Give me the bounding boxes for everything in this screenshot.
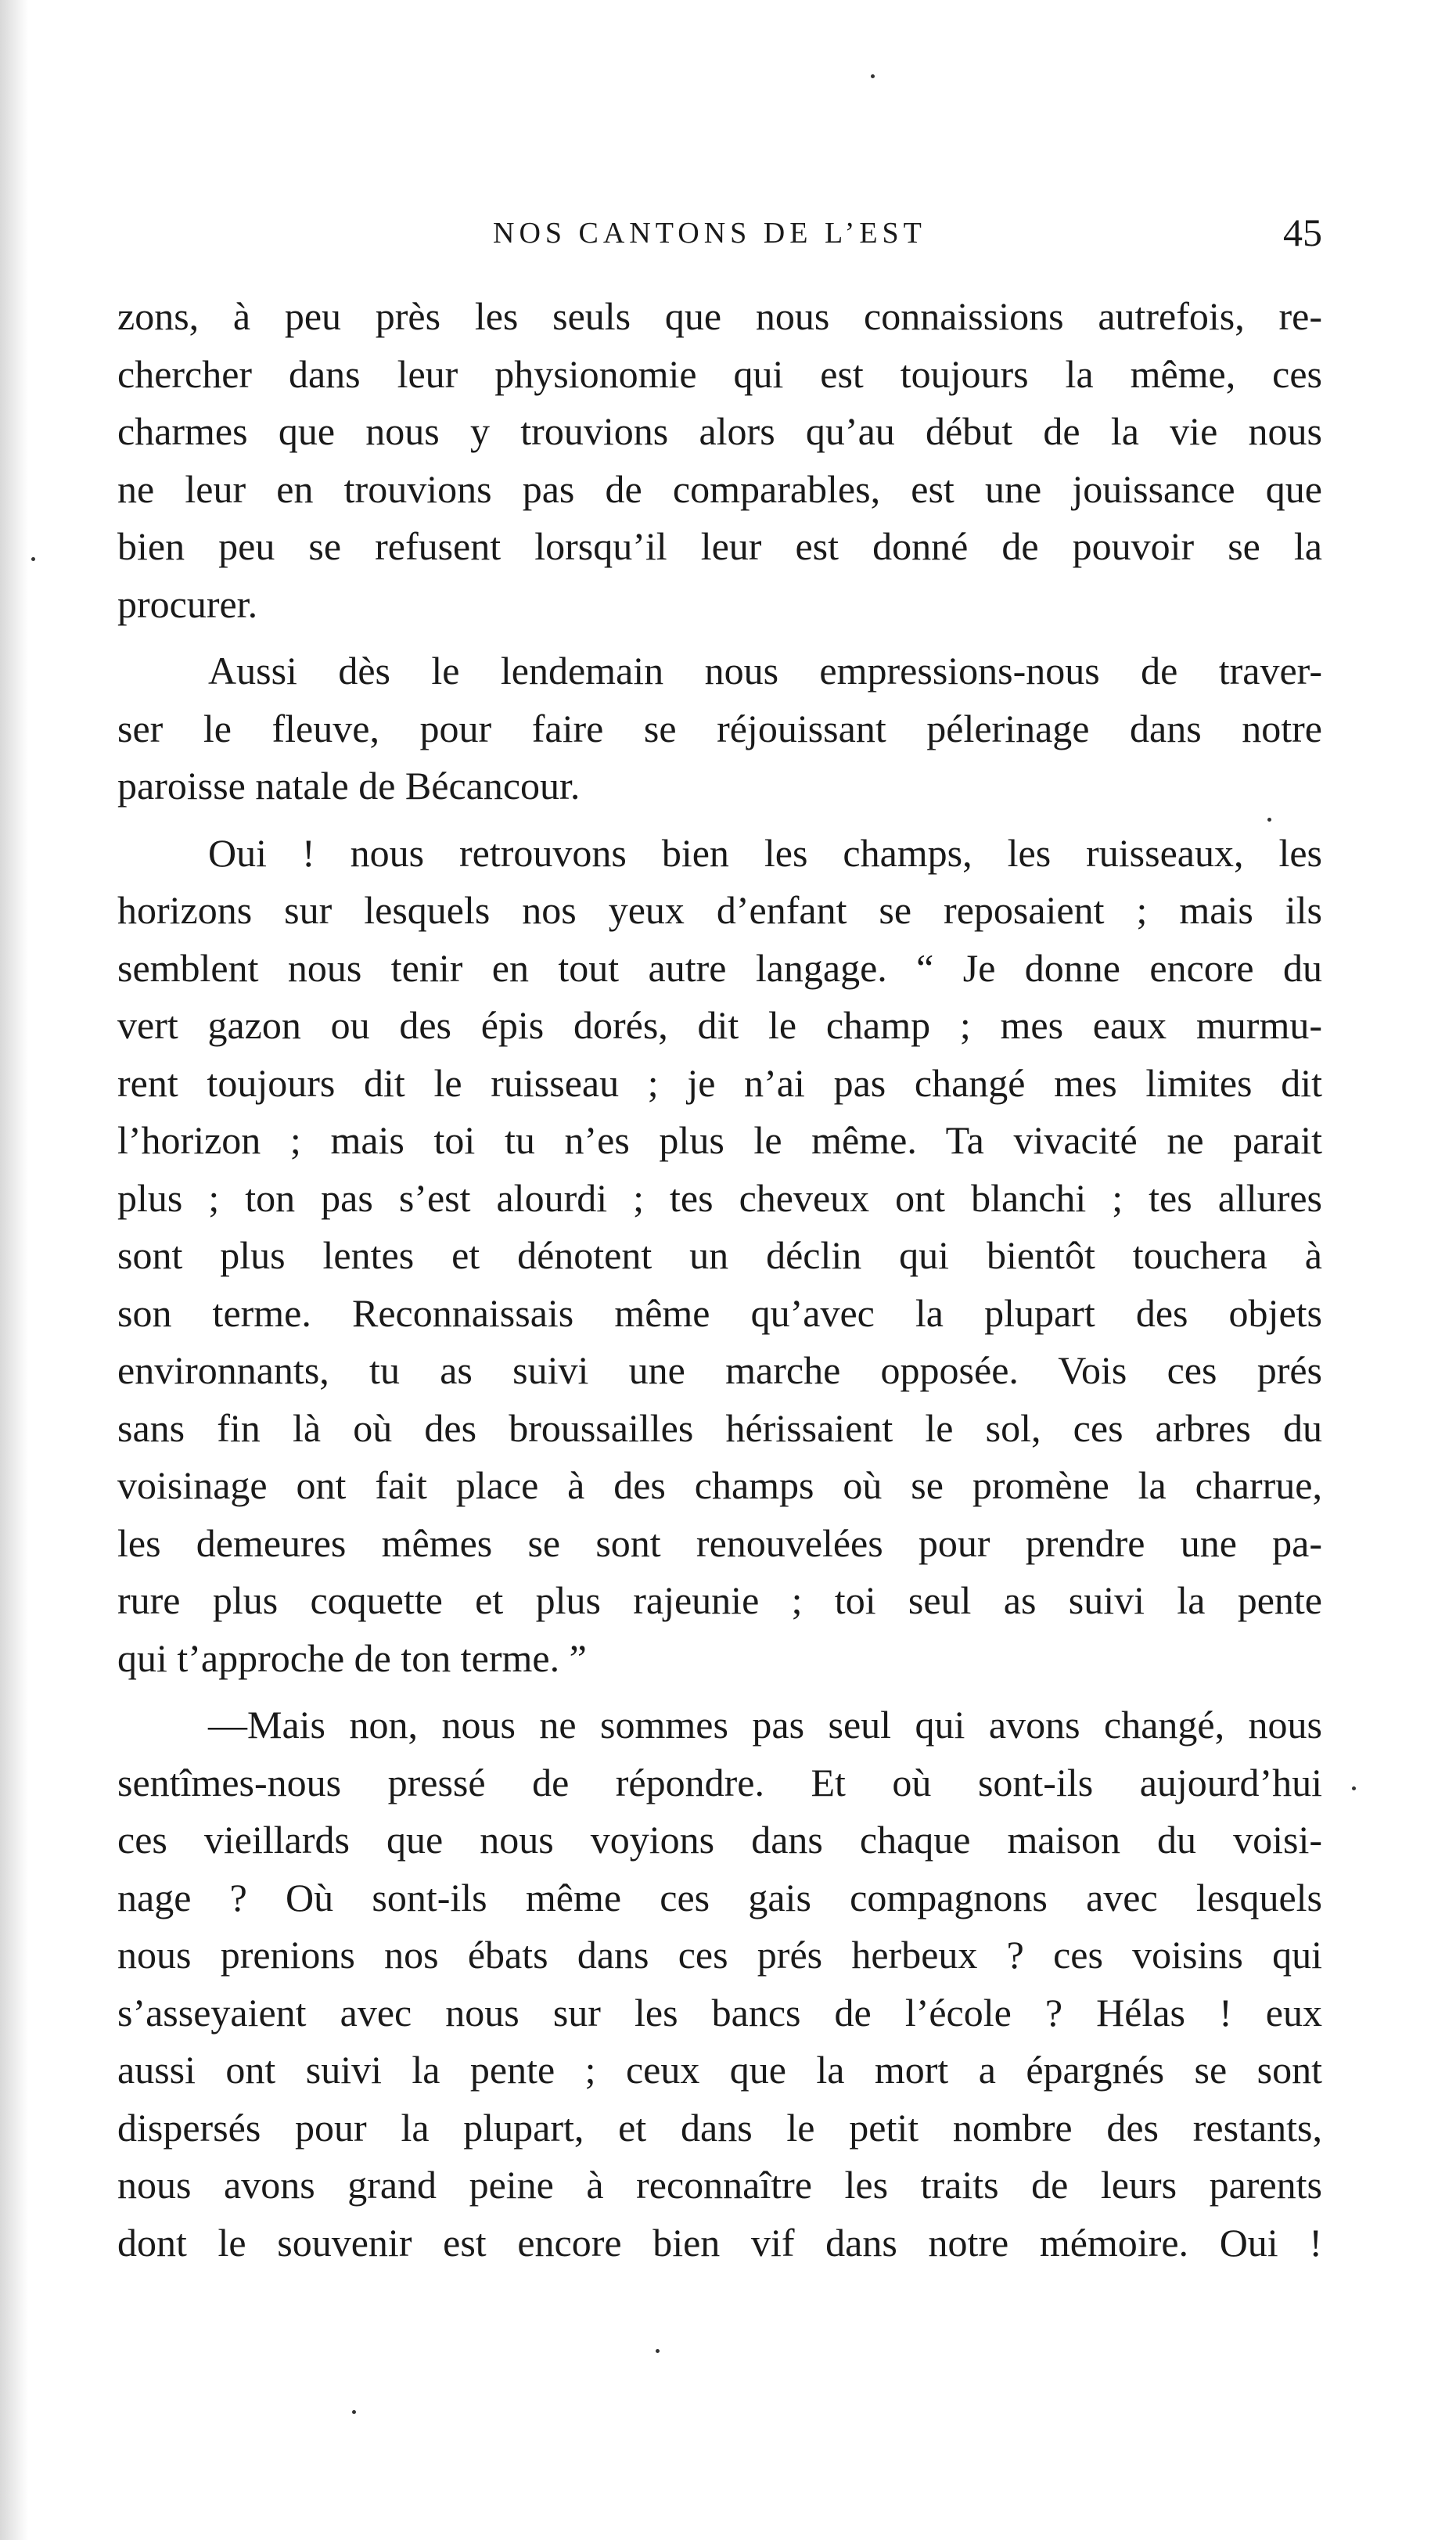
- text-line: qui t’approche de ton terme. ”: [117, 1635, 587, 1680]
- text-line: —Mais non, nous ne sommes pas seul qui avons changé, nous: [208, 1703, 1322, 1747]
- text-line: vert gazon ou des épis dorés, dit le champ ; mes eaux murmu-: [117, 1003, 1322, 1047]
- text-line: rent toujours dit le ruisseau ; je n’ai pas changé mes limites dit: [117, 1060, 1322, 1105]
- paragraph: [117, 1696, 1322, 2272]
- running-head: [117, 210, 1322, 257]
- paragraph: [117, 288, 1322, 633]
- text-line: dont le souvenir est encore bien vif dans notre mémoire. Oui !: [117, 2220, 1322, 2265]
- text-line: Aussi dès le lendemain nous empressions-nous de traver-: [208, 649, 1322, 693]
- text-line: son terme. Reconnaissais même qu’avec la plupart des objets: [117, 1290, 1322, 1335]
- text-line: l’horizon ; mais toi tu n’es plus le même. Ta vivacité ne parait: [117, 1118, 1322, 1162]
- scan-speck: [1352, 1786, 1356, 1790]
- text-line: sans fin là où des broussailles hérissaient le sol, ces arbres du: [117, 1405, 1322, 1450]
- body-text: [117, 288, 1322, 2272]
- text-line: sont plus lentes et dénotent un déclin qui bientôt touchera à: [117, 1233, 1322, 1277]
- paragraph-gap: [117, 633, 1322, 642]
- text-line: nous prenions nos ébats dans ces prés herbeux ? ces voisins qui: [117, 1933, 1322, 1977]
- scan-speck: [656, 2349, 660, 2353]
- scan-speck: [1267, 818, 1271, 822]
- text-line: paroisse natale de Bécancour.: [117, 764, 581, 808]
- text-line: nage ? Où sont-ils même ces gais compagnons avec lesquels: [117, 1875, 1322, 1919]
- text-line: dispersés pour la plupart, et dans le petit nombre des restants,: [117, 2105, 1322, 2150]
- text-line: ces vieillards que nous voyions dans chaque maison du voisi-: [117, 1818, 1322, 1862]
- scan-speck: [31, 557, 35, 561]
- text-line: horizons sur lesquels nos yeux d’enfant se reposaient ; mais ils: [117, 888, 1322, 932]
- scan-speck: [352, 2410, 356, 2414]
- text-line: semblent nous tenir en tout autre langage. “ Je donne encore du: [117, 945, 1322, 990]
- page-number: 45: [1283, 210, 1322, 254]
- text-line: s’asseyaient avec nous sur les bancs de l’école ? Hélas ! eux: [117, 1990, 1322, 2035]
- text-line: bien peu se refusent lorsqu’il leur est donné de pouvoir se la: [117, 524, 1322, 568]
- text-line: les demeures mêmes se sont renouvelées pour prendre une pa-: [117, 1520, 1322, 1565]
- scan-speck: [871, 74, 875, 78]
- text-line: nous avons grand peine à reconnaître les traits de leurs parents: [117, 2163, 1322, 2207]
- text-line: aussi ont suivi la pente ; ceux que la mort a épargnés se sont: [117, 2048, 1322, 2092]
- paragraph: [117, 825, 1322, 1688]
- text-line: plus ; ton pas s’est alourdi ; tes cheveux ont blanchi ; tes allures: [117, 1175, 1322, 1220]
- text-line: procurer.: [117, 581, 258, 626]
- text-line: ser le fleuve, pour faire se réjouissant pélerinage dans notre: [117, 706, 1322, 750]
- text-line: environnants, tu as suivi une marche opposée. Vois ces prés: [117, 1348, 1322, 1392]
- text-line: charmes que nous y trouvions alors qu’au début de la vie nous: [117, 409, 1322, 453]
- text-line: Oui ! nous retrouvons bien les champs, les ruisseaux, les: [208, 830, 1322, 875]
- page-edge-shadow: [0, 0, 28, 2540]
- paragraph-gap: [117, 1687, 1322, 1696]
- text-line: rure plus coquette et plus rajeunie ; toi seul as suivi la pente: [117, 1578, 1322, 1622]
- text-line: chercher dans leur physionomie qui est toujours la même, ces: [117, 351, 1322, 396]
- text-line: voisinage ont fait place à des champs où se promène la charrue,: [117, 1463, 1322, 1507]
- text-line: sentîmes-nous pressé de répondre. Et où sont-ils aujourd’hui: [117, 1760, 1322, 1804]
- running-title: NOS CANTONS DE L’EST: [493, 217, 926, 250]
- paragraph: [117, 642, 1322, 815]
- text-line: ne leur en trouvions pas de comparables, est une jouissance que: [117, 466, 1322, 511]
- paragraph-gap: [117, 815, 1322, 825]
- text-line: zons, à peu près les seuls que nous connaissions autrefois, re-: [117, 294, 1322, 338]
